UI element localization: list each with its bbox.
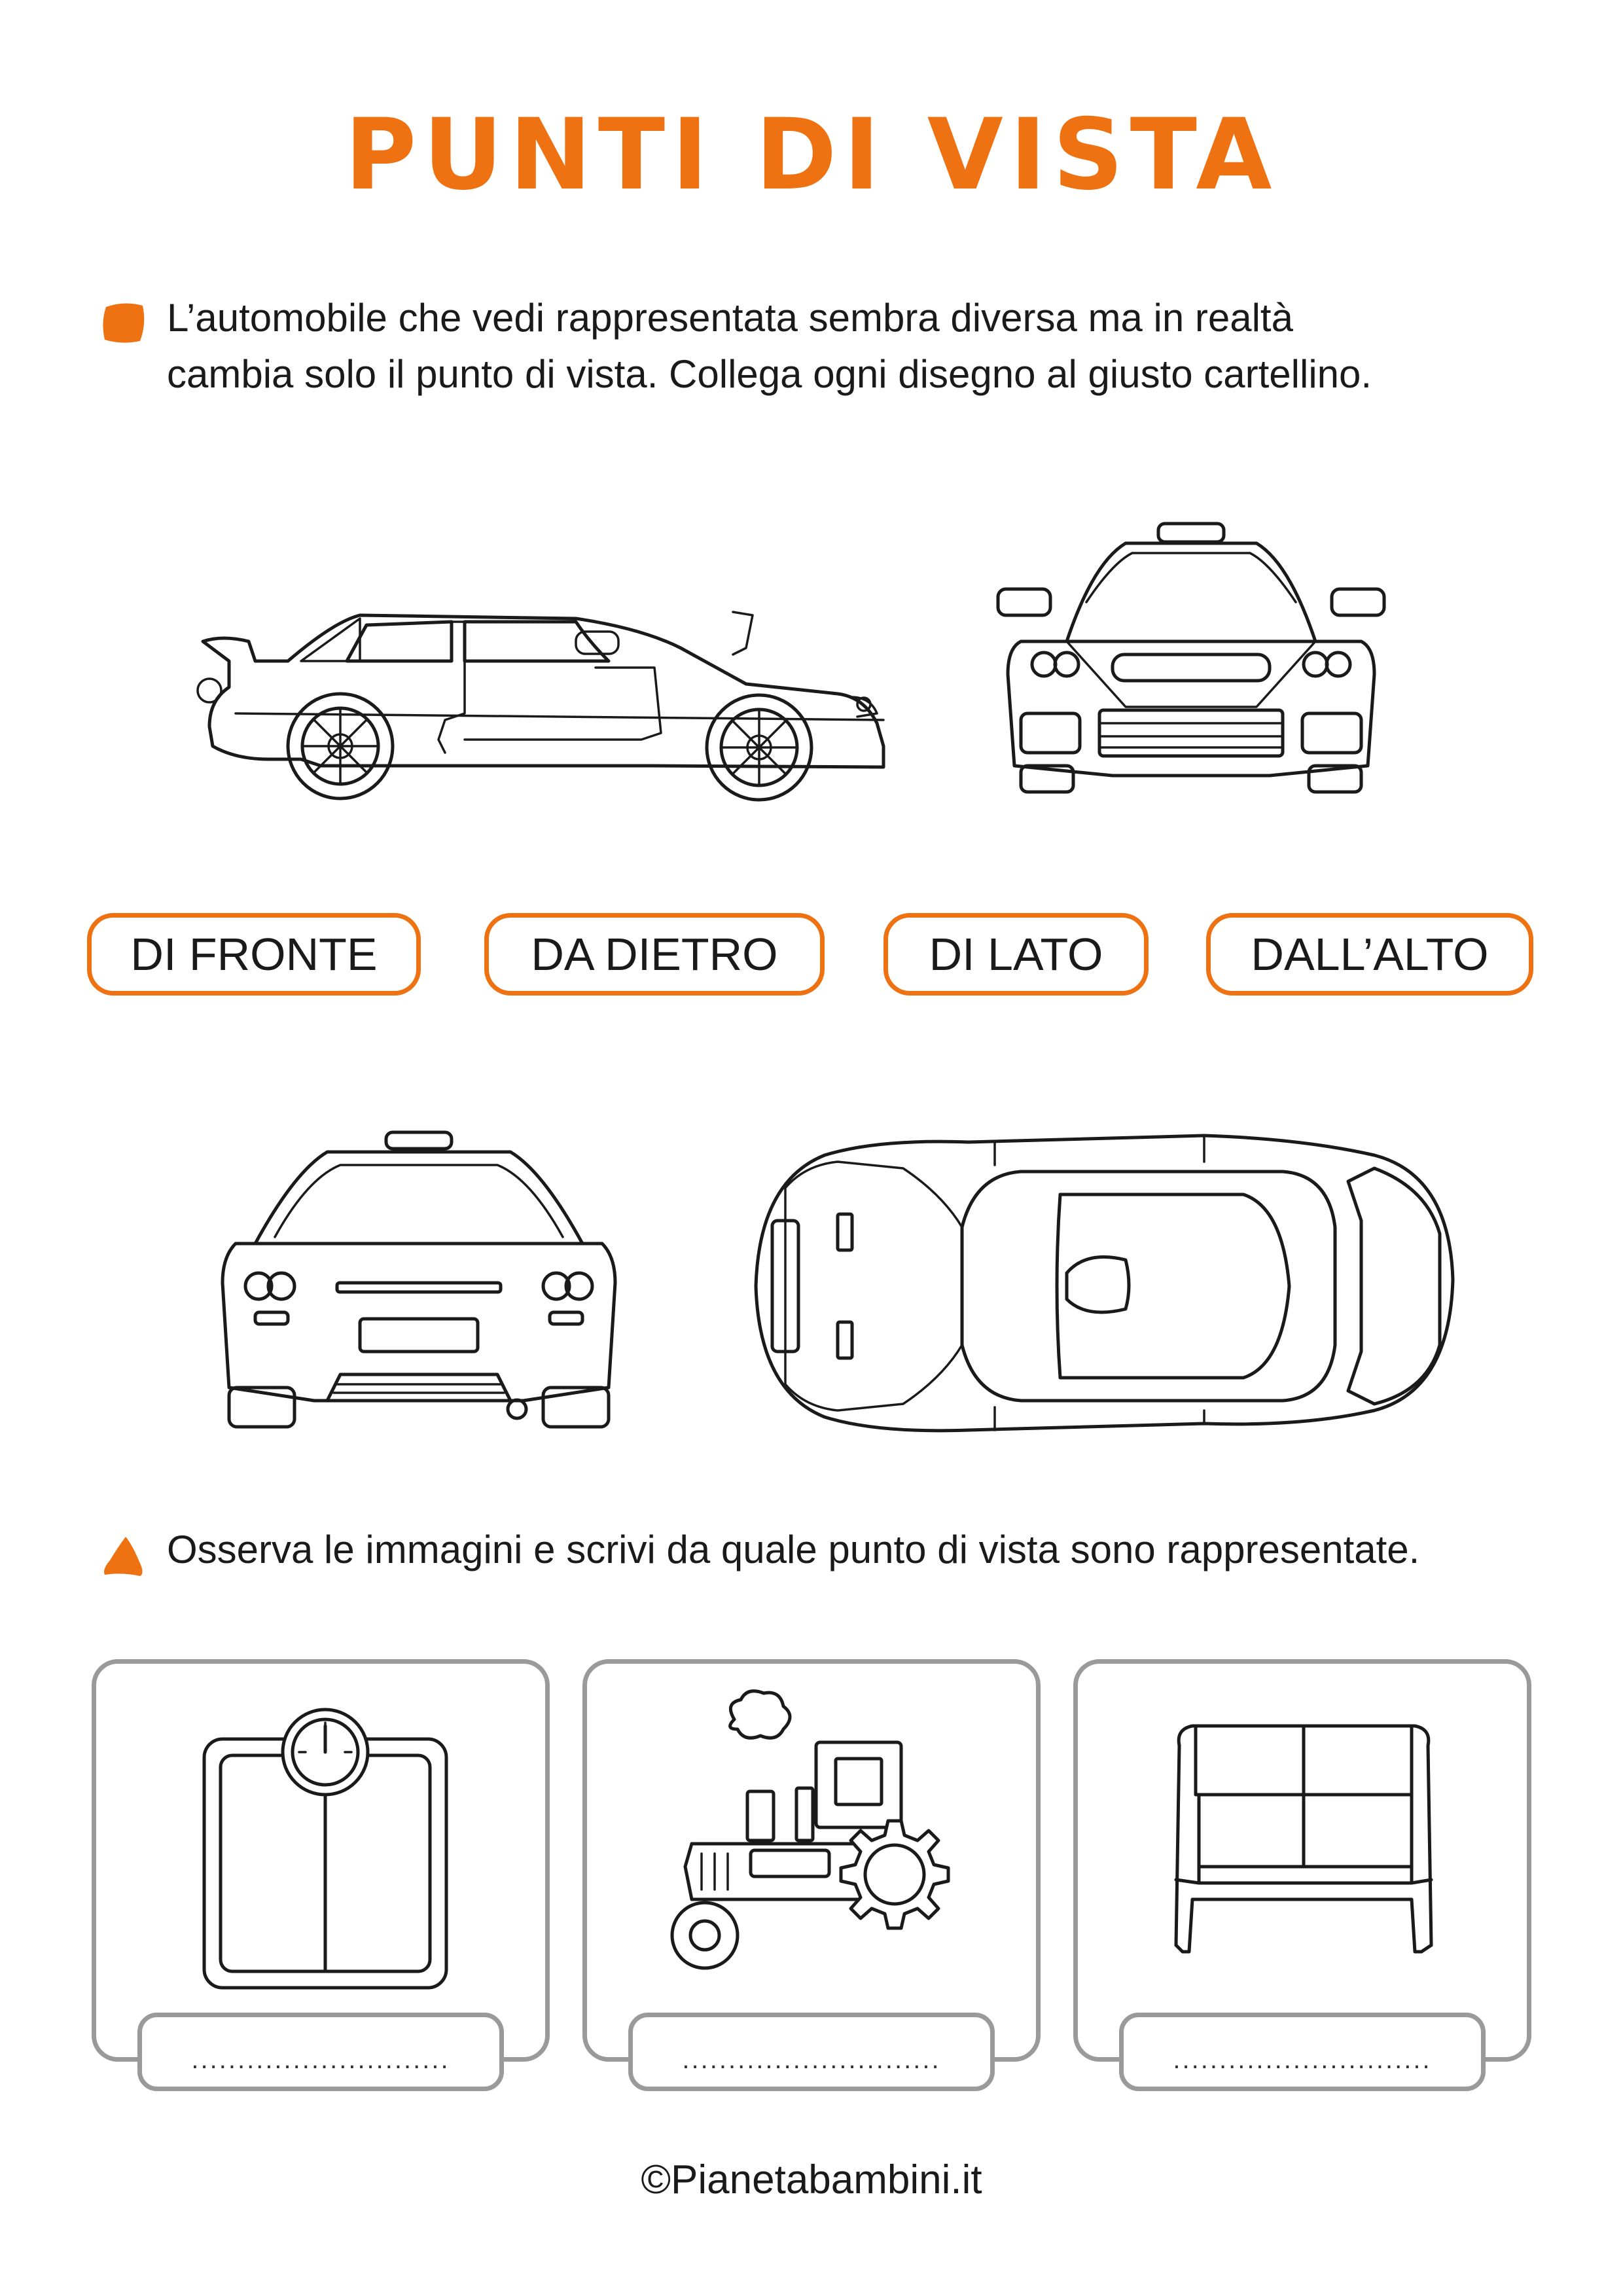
card-sofa — [1073, 1659, 1531, 2062]
answer-field-3[interactable]: ............................ — [1119, 2013, 1486, 2091]
label-di-fronte[interactable]: DI FRONTE — [87, 913, 421, 996]
car-rear-view — [209, 1126, 628, 1440]
answer-field-2[interactable]: ............................ — [628, 2013, 995, 2091]
footer-credit: ©Pianetabambini.it — [641, 2157, 982, 2202]
label-dall-alto[interactable]: DALL’ALTO — [1206, 913, 1533, 996]
orange-square-bullet-icon — [98, 298, 151, 350]
card-tractor — [582, 1659, 1041, 2062]
label-da-dietro[interactable]: DA DIETRO — [484, 913, 825, 996]
exercise1-line1: L’automobile che vedi rappresentata sembra diversa ma in realtà — [167, 296, 1293, 340]
car-front-view — [995, 517, 1387, 805]
sofa-front-view-icon — [1078, 1664, 1536, 2066]
exercise1-line2: cambia solo il punto di vista. Collega ogni disegno al giusto cartellino. — [167, 352, 1372, 396]
scale-top-view-icon — [96, 1664, 554, 2066]
answer-field-1[interactable]: ............................ — [137, 2013, 504, 2091]
exercise2-text: Osserva le immagini e scrivi da quale punto di vista sono rappresentate. — [167, 1528, 1420, 1571]
car-top-view — [746, 1129, 1466, 1443]
page-title: PUNTI DI VISTA — [344, 98, 1279, 212]
label-di-lato[interactable]: DI LATO — [883, 913, 1149, 996]
tractor-side-view-icon — [587, 1664, 1045, 2066]
card-scale — [92, 1659, 550, 2062]
label-row — [0, 913, 1623, 1005]
car-side-view — [183, 556, 897, 805]
orange-triangle-bullet-icon — [98, 1532, 151, 1584]
